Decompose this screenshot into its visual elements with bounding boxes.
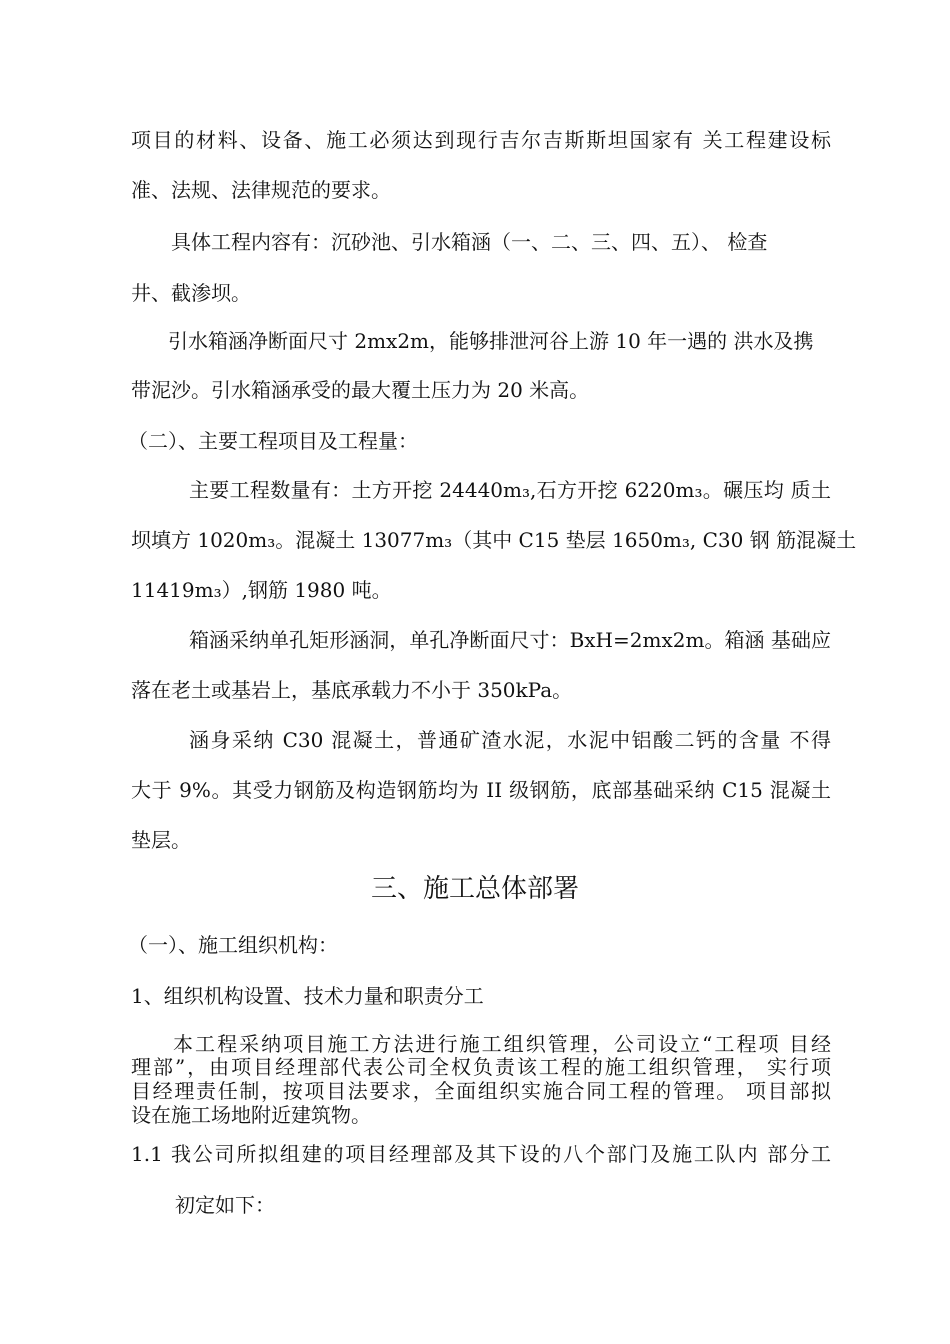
paragraph-quantities-line-3: 11419m₃）,钢筋 1980 吨。 <box>131 578 392 602</box>
paragraph-departments-line-1: 1.1 我公司所拟组建的项目经理部及其下设的八个部门及施工队内 部分工 <box>131 1142 831 1166</box>
paragraph-box-culvert-line-1: 箱涵采纳单孔矩形涵洞，单孔净断面尺寸：BxH=2mx2m。箱涵 基础应 <box>189 628 831 652</box>
paragraph-concrete-line-1: 涵身采纳 C30 混凝土，普通矿渣水泥，水泥中铝酸二钙的含量 不得 <box>189 728 831 752</box>
paragraph-culvert-size-line-1: 引水箱涵净断面尺寸 2mx2m，能够排泄河谷上游 10 年一遇的 洪水及携 <box>168 329 814 353</box>
paragraph-concrete-line-3: 垫层。 <box>131 828 191 852</box>
heading-organization-setup: 1、组织机构设置、技术力量和职责分工 <box>131 984 484 1008</box>
paragraph-departments-line-2: 初定如下： <box>175 1193 275 1217</box>
heading-main-quantities: （二）、主要工程项目及工程量： <box>128 429 418 453</box>
paragraph-management-line-3: 目经理责任制，按项目法要求，全面组织实施合同工程的管理。 项目部拟 <box>131 1079 831 1103</box>
paragraph-management-line-1: 本工程采纳项目施工方法进行施工组织管理，公司设立“工程项 目经 <box>173 1032 831 1056</box>
paragraph-quantities-line-1: 主要工程数量有：土方开挖 24440m₃,石方开挖 6220m₃。碾压均 质土 <box>189 478 831 502</box>
paragraph-scope-line-2: 井、截渗坝。 <box>131 281 251 305</box>
section-title: 三、施工总体部署 <box>370 874 579 904</box>
paragraph-quantities-line-2: 坝填方 1020m₃。混凝土 13077m₃（其中 C15 垫层 1650m₃, C30 钢 筋混凝土 <box>131 528 857 552</box>
paragraph-management-line-4: 设在施工场地附近建筑物。 <box>131 1103 371 1127</box>
paragraph-box-culvert-line-2: 落在老土或基岩上，基底承载力不小于 350kPa。 <box>131 678 573 702</box>
paragraph-materials-line-1: 项目的材料、设备、施工必须达到现行吉尔吉斯斯坦国家有 关工程建设标 <box>131 128 831 152</box>
paragraph-materials-line-2: 准、法规、法律规范的要求。 <box>131 178 391 202</box>
paragraph-scope-line-1: 具体工程内容有：沉砂池、引水箱涵（一、二、三、四、五）、 检查 <box>171 230 768 254</box>
paragraph-concrete-line-2: 大于 9%。其受力钢筋及构造钢筋均为 II 级钢筋，底部基础采纳 C15 混凝土 <box>131 778 831 802</box>
paragraph-management-line-2: 理部”，由项目经理部代表公司全权负责该工程的施工组织管理， 实行项 <box>131 1055 831 1079</box>
heading-organization: （一）、施工组织机构： <box>128 933 338 957</box>
paragraph-culvert-size-line-2: 带泥沙。引水箱涵承受的最大覆土压力为 20 米高。 <box>131 378 590 402</box>
